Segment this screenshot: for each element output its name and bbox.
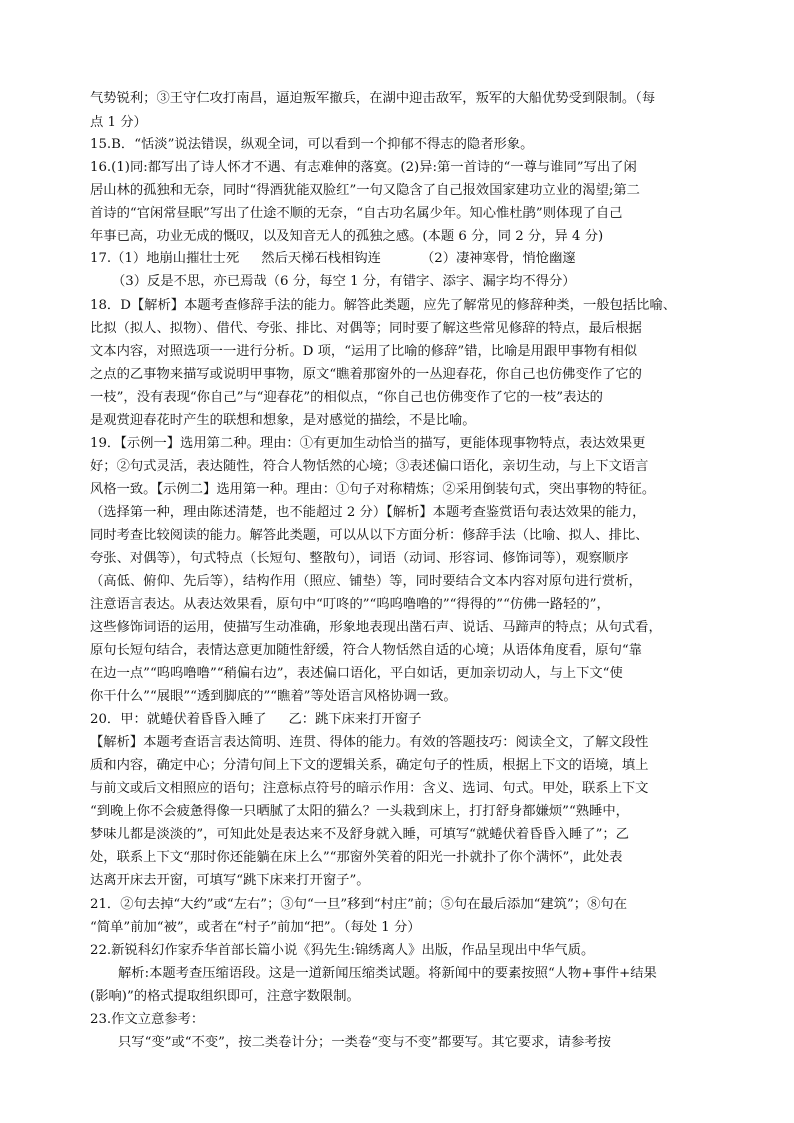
text-line: 注意语言表达。从表达效果看，原句中“叮咚的”“呜呜噜噜的”“得得的”“仿佛一路轻的”，	[90, 597, 610, 612]
text-line: 处，联系上下文“那时你还能躺在床上么”“那窗外笑着的阳光一扑就扑了你个满怀”，此处表	[90, 850, 623, 865]
text-line: 好；②句式灵活，表达随性，符合人物恬然的心境；③表述偏口语化，亲切生动，与上下文语言	[90, 459, 649, 474]
q20-part-b: 乙：跳下床来打开窗子	[288, 712, 422, 727]
text-line: 16.(1)同:都写出了诗人怀才不遇、有志难伸的落寞。(2)异:第一首诗的“一尊与谁同”写出了闲	[90, 160, 637, 175]
text-line: 【解析】本题考查语言表达简明、连贯、得体的能力。有效的答题技巧：阅读全文，了解文段性	[90, 735, 649, 750]
text-line: “简单”前加“被”，或者在“村子”前加“把”。（每处 1 分）	[90, 920, 421, 935]
q17-part-a: 17.（1）地崩山摧壮士死	[90, 251, 240, 266]
text-line: 是观赏迎春花时产生的联想和想象，是对感觉的描绘，不是比喻。	[90, 413, 476, 428]
text-line: 与前文或后文相照应的语句；注意标点符号的暗示作用：含义、选词、句式。甲处，联系上下文	[90, 781, 649, 796]
text-line: 19．【示例一】选用第二种。理由：①有更加生动恰当的描写，更能体现事物特点，表达效果更	[90, 436, 646, 451]
text-line: （高低、俯仰、先后等），结构作用（照应、铺垫）等，同时要结合文本内容对原句进行赏析，	[90, 574, 642, 589]
text-line: “到晚上你不会疲惫得像一只晒腻了太阳的猫么？一头栽到床上，打打舒身都嫌烦”“熟睡中，	[90, 804, 629, 819]
text-line: 居山林的孤独和无奈，同时“得酒犹能双脸红”一句又隐含了自己报效国家建功立业的渴望;第二	[90, 183, 640, 198]
text-line: 这些修饰词语的运用，使描写生动准确，形象地表现出凿石声、说话、马蹄声的特点；从句式看，	[90, 620, 662, 635]
text-line: 年事已高，功业无成的慨叹，以及知音无人的孤独之感。(本题 6 分，同 2 分，异 4 分)	[90, 229, 604, 244]
text-line: 一枝”，没有表现“你自己”与“迎春花”的相似点，“你自己也仿佛变作了它的一枝”表达的	[90, 390, 603, 405]
q20-part-a: 20．甲：就蜷伏着昏昏入睡了	[90, 712, 267, 727]
text-line: 文本内容，对照选项一一进行分析。D 项，“运用了比喻的修辞”错，比喻是用跟甲事物有相似	[90, 344, 638, 359]
text-line: （选择第一种，理由陈述清楚，也不能超过 2 分）【解析】本题考查鉴赏语句表达效果的能力，	[90, 505, 646, 520]
text-line: 夸张、对偶等），句式特点（长短句、整散句），词语（动词、形容词、修饰词等），观察顺序	[90, 551, 629, 566]
text-line: 达离开床去开窗，可填写“跳下床来打开窗子”。	[90, 873, 370, 888]
text-line: 点 1 分）	[90, 115, 147, 130]
text-line: 质和内容，确定中心；分清句间上下文的逻辑关系，确定句子的性质，根据上下文的语境，填上	[90, 758, 649, 773]
text-line: 只写“变”或“不变”，按二类卷计分；一类卷“变与不变”都要写。其它要求，请参考按	[118, 1035, 611, 1050]
text-line-q17	[90, 249, 576, 269]
text-line: 同时考查比较阅读的能力。解答此类题，可以从以下方面分析：修辞手法（比喻、拟人、排比、	[90, 528, 649, 543]
text-line: 你干什么”“展眼”“透到脚底的”“瞧着”等处语言风格协调一致。	[90, 689, 457, 704]
text-line: 之点的乙事物来描写或说明甲事物，原文“瞧着那窗外的一丛迎春花，你自己也仿佛变作了它的	[90, 367, 642, 382]
q17-part-c: （2）凄神寒骨，悄怆幽邃	[420, 251, 576, 266]
text-line: 解析:本题考查压缩语段。这是一道新闻压缩类试题。将新闻中的要素按照“人物+事件+结果	[118, 966, 657, 981]
text-line: 比拟（拟人、拟物）、借代、夸张、排比、对偶等；同时要了解这些常见修辞的特点，最后根据	[90, 321, 642, 336]
q17-part-b: 然后天梯石栈相钩连	[261, 251, 381, 266]
text-line-q20	[90, 710, 421, 730]
text-line: (影响)”的格式提取组织即可，注意字数限制。	[90, 989, 360, 1004]
text-line: 气势锐利；③王守仁攻打南昌，逼迫叛军撤兵，在湖中迎击敌军，叛军的大船优势受到限制。（每	[90, 91, 656, 106]
text-line: 21．②句去掉“大约”或“左右”；③句“一旦”移到“村庄”前；⑤句在最后添加“建筑”；⑧句在	[90, 897, 627, 912]
text-line: 18．D【解析】本题考查修辞手法的能力。解答此类题，应先了解常见的修辞种类，一般包括比喻、	[90, 298, 677, 313]
text-line: 15.B．“恬淡”说法错误，纵观全词，可以看到一个抑郁不得志的隐者形象。	[90, 137, 534, 152]
text-line: 在边一点”“呜呜噜噜”“稍偏右边”，表述偏口语化，平白如话，更加亲切动人，与上下文“使	[90, 666, 623, 681]
text-line: 原句长短句结合，表情达意更加随性舒缓，符合人物恬然自适的心境；从语体角度看，原句“靠	[90, 643, 642, 658]
text-line: 22.新锐科幻作家乔华首部长篇小说《犸先生:锦绣离人》出版，作品呈现出中华气质。	[90, 943, 595, 958]
text-line: （3）反是不思，亦已焉哉（6 分，每空 1 分，有错字、添字、漏字均不得分）	[112, 274, 576, 289]
text-line: 23.作文立意参考：	[90, 1012, 205, 1027]
text-line: 首诗的“官闲常昼眠”写出了仕途不顺的无奈，“自古功名属少年。知心惟杜鹃”则体现了自己	[90, 206, 623, 221]
text-line: 风格一致。【示例二】选用第一种。理由：①句子对称精炼；②采用倒装句式，突出事物的特征。	[90, 482, 656, 497]
text-line: 梦味儿都是淡淡的”，可知此处是表达来不及舒身就入睡，可填写“就蜷伏着昏昏入睡了”；乙	[90, 827, 629, 842]
